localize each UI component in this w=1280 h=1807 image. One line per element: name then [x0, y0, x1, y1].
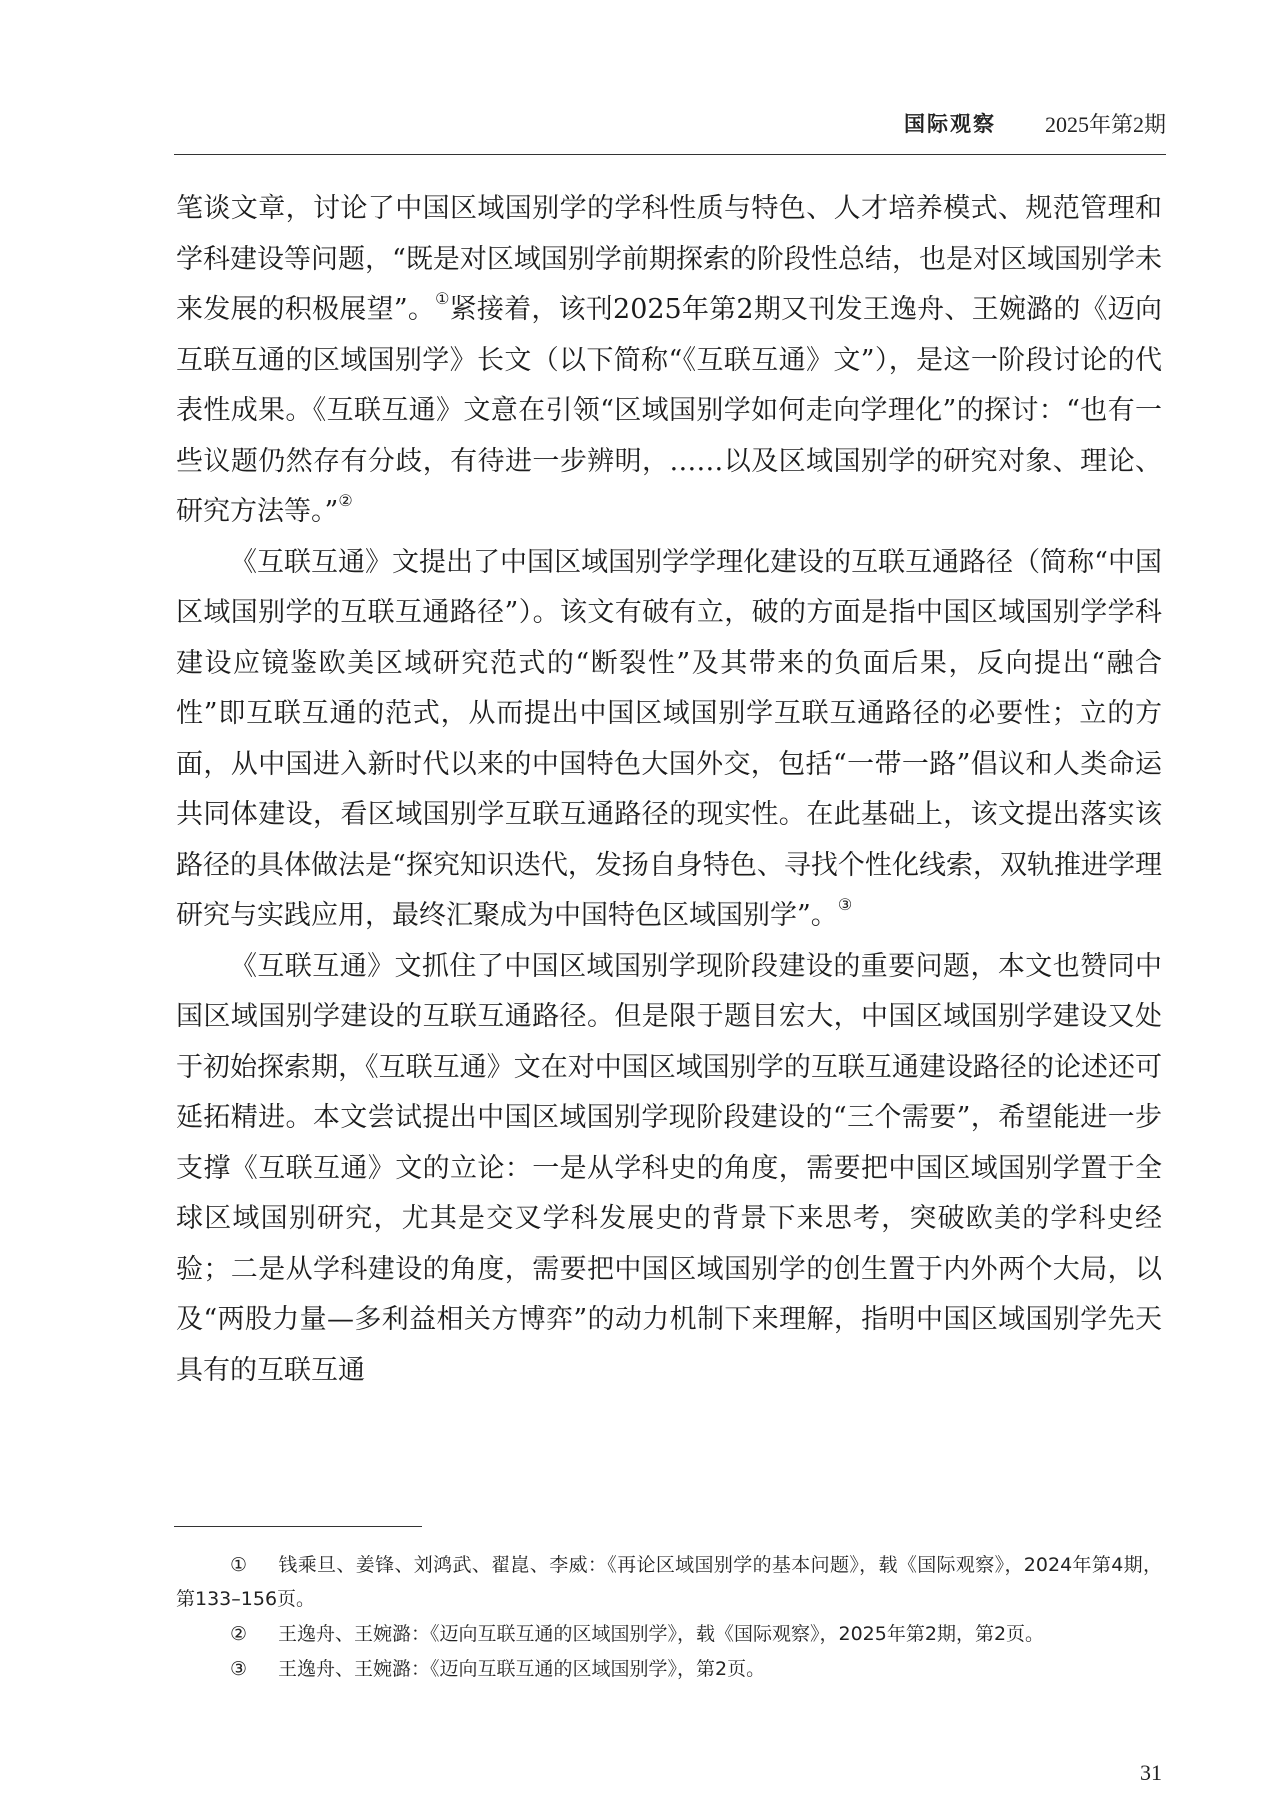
body-text [176, 184, 1162, 1396]
paragraph [176, 942, 1162, 1397]
footnote-reference[interactable]: ③ [837, 895, 853, 914]
footnote-text: 王逸舟、王婉潞：《迈向互联互通的区域国别学》，第2页。 [278, 1658, 766, 1680]
paragraph-text: 《互联互通》文提出了中国区域国别学学理化建设的互联互通路径（简称“中国区域国别学的互联互通路径”）。该文有破有立，破的方面是指中国区域国别学学科建设应镜鉴欧美区域研究范式的“断裂性”及其带来的负面后果，反向提出“融合性”即互联互通的范式，从而提出中国区域国别学互联互通路径的必要性；立的方面，从中国进入新时代以来的中国特色大国外交，包括“一带一路”倡议和人类命运共同体建设，看区域国别学互联互通路径的现实性。在此基础上，该文提出落实该路径的具体做法是“探究知识迭代，发扬自身特色、寻找个性化线索，双轨推进学理研究与实践应用，最终汇聚成为中国特色区域国别学”。 [176, 546, 1162, 931]
running-header [174, 104, 1166, 155]
paragraph-text: 紧接着，该刊2025年第2期又刊发王逸舟、王婉潞的《迈向互联互通的区域国别学》长文（以下简称“《互联互通》文”），是这一阶段讨论的代表性成果。《互联互通》文意在引领“区域国别学如何走向学理化”的探讨：“也有一些议题仍然存有分歧，有待进一步辨明，……以及区域国别学的研究对象、理论、研究方法等。” [176, 294, 1163, 527]
footnote-item [176, 1548, 1162, 1616]
issue-label: 2025年第2期 [1044, 112, 1166, 137]
footnote-item [176, 1617, 1162, 1651]
footnote-mark: ③ [230, 1658, 248, 1680]
footnote-mark: ② [230, 1623, 248, 1645]
paragraph [176, 538, 1162, 942]
footnote-reference[interactable]: ① [435, 289, 450, 308]
journal-title: 国际观察 [904, 112, 996, 136]
footnote-item [176, 1652, 1162, 1686]
paragraph-text: 《互联互通》文抓住了中国区域国别学现阶段建设的重要问题，本文也赞同中国区域国别学建设的互联互通路径。但是限于题目宏大，中国区域国别学建设又处于初始探索期，《互联互通》文在对中国区域国别学的互联互通建设路径的论述还可延拓精进。本文尝试提出中国区域国别学现阶段建设的“三个需要”，希望能进一步支撑《互联互通》文的立论：一是从学科史的角度，需要把中国区域国别学置于全球区域国别研究，尤其是交叉学科发展史的背景下来思考，突破欧美的学科史经验；二是从学科建设的角度，需要把中国区域国别学的创生置于内外两个大局，以及“两股力量—多利益相关方博弈”的动力机制下来理解，指明中国区域国别学先天具有的互联互通 [176, 950, 1162, 1386]
footnote-reference[interactable]: ② [338, 491, 353, 510]
footnote-text: 王逸舟、王婉潞：《迈向互联互通的区域国别学》，载《国际观察》，2025年第2期，第2页。 [278, 1623, 1045, 1645]
footnote-text: 钱乘旦、姜锋、刘鸿武、翟崑、李威：《再论区域国别学的基本问题》，载《国际观察》，2024年第4期，第133–156页。 [176, 1554, 1162, 1610]
footnote-mark: ① [230, 1554, 248, 1576]
page-number: 31 [1140, 1760, 1162, 1785]
footnotes [176, 1548, 1162, 1687]
footnote-divider [174, 1526, 422, 1527]
paragraph [176, 184, 1162, 538]
paragraph-text: 笔谈文章，讨论了中国区域国别学的学科性质与特色、人才培养模式、规范管理和学科建设等问题，“既是对区域国别学前期探索的阶段性总结，也是对区域国别学未来发展的积极展望”。 [176, 193, 1162, 325]
